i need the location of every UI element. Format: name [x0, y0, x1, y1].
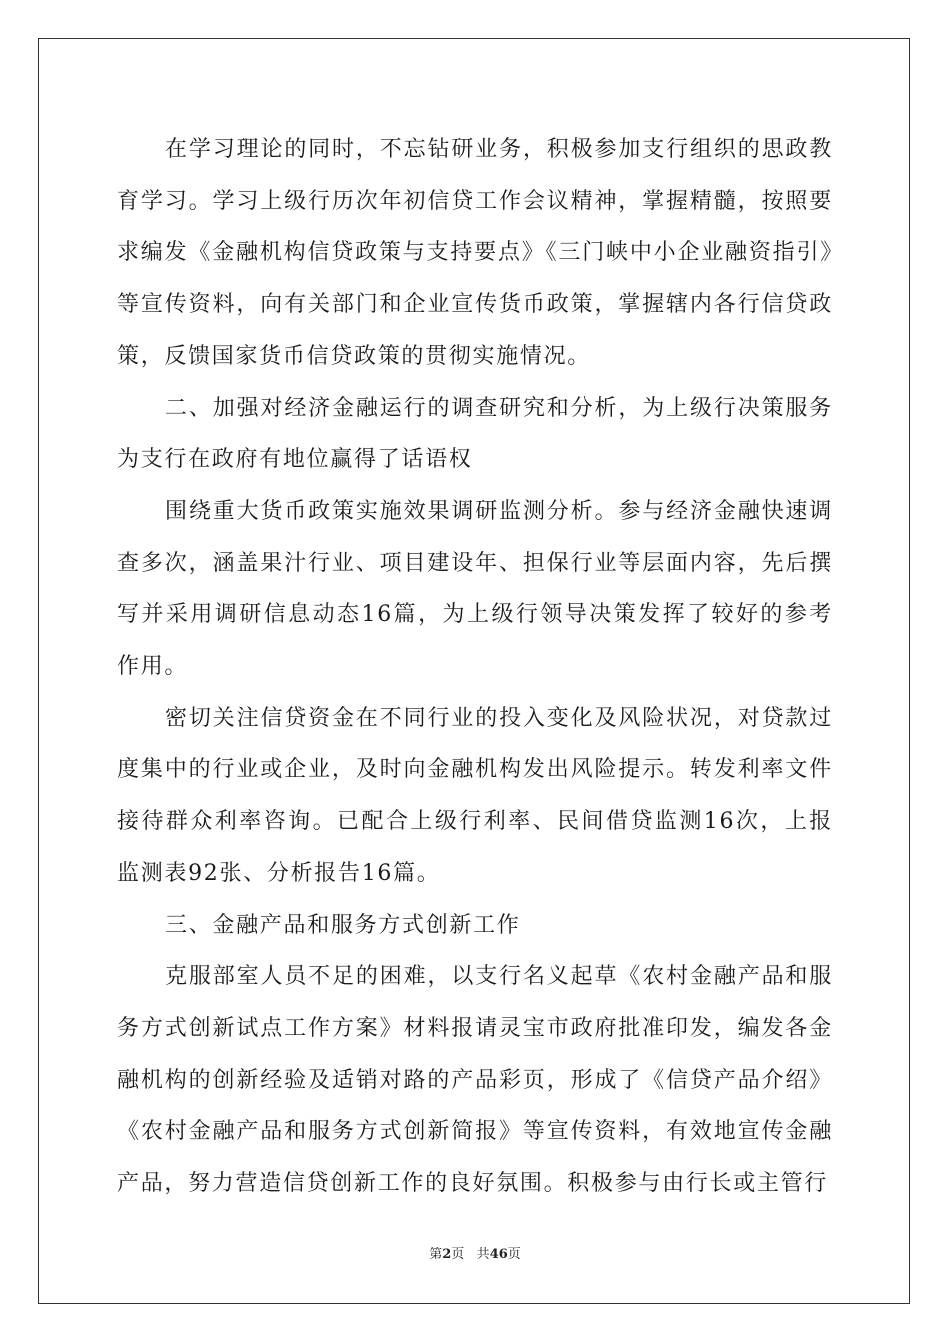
page-prefix: 第	[429, 1247, 443, 1262]
page-footer	[0, 1243, 950, 1262]
document-body	[117, 124, 833, 1210]
page-suffix: 页	[451, 1247, 465, 1262]
total-suffix: 页	[507, 1247, 521, 1262]
total-pages: 46	[489, 1247, 508, 1262]
section-heading-2: 二、加强对经济金融运行的调查研究和分析，为上级行决策服务为支行在政府有地位赢得了话语权	[117, 395, 833, 473]
section-heading-3: 三、金融产品和服务方式创新工作	[165, 912, 521, 938]
paragraph-1: 在学习理论的同时，不忘钻研业务，积极参加支行组织的思政教育学习。学习上级行历次年初信贷工作会议精神，掌握精髓，按照要求编发《金融机构信贷政策与支持要点》《三门峡中小企业融资指引》等宣传资料，向有关部门和企业宣传货币政策，掌握辖内各行信贷政策，反馈国家货币信贷政策的贯彻实施情况。	[117, 137, 833, 369]
paragraph-6: 克服部室人员不足的困难，以支行名义起草《农村金融产品和服务方式创新试点工作方案》材料报请灵宝市政府批准印发，编发各金融机构的创新经验及适销对路的产品彩页，形成了《信贷产品介绍》《农村金融产品和服务方式创新简报》等宣传资料，有效地宣传金融产品，努力营造信贷创新工作的良好氛围。积极参与由行长或主管行	[117, 964, 833, 1197]
paragraph-3: 围绕重大货币政策实施效果调研监测分析。参与经济金融快速调查多次，涵盖果汁行业、项目建设年、担保行业等层面内容，先后撰写并采用调研信息动态16篇，为上级行领导决策发挥了较好的参考作用。	[117, 498, 833, 680]
paragraph-4: 密切关注信贷资金在不同行业的投入变化及风险状况，对贷款过度集中的行业或企业，及时向金融机构发出风险提示。转发利率文件接待群众利率咨询。已配合上级行利率、民间借贷监测16次，上报监测表92张、分析报告16篇。	[117, 705, 833, 886]
page-number: 2	[442, 1247, 452, 1262]
total-prefix: 共	[476, 1247, 490, 1262]
